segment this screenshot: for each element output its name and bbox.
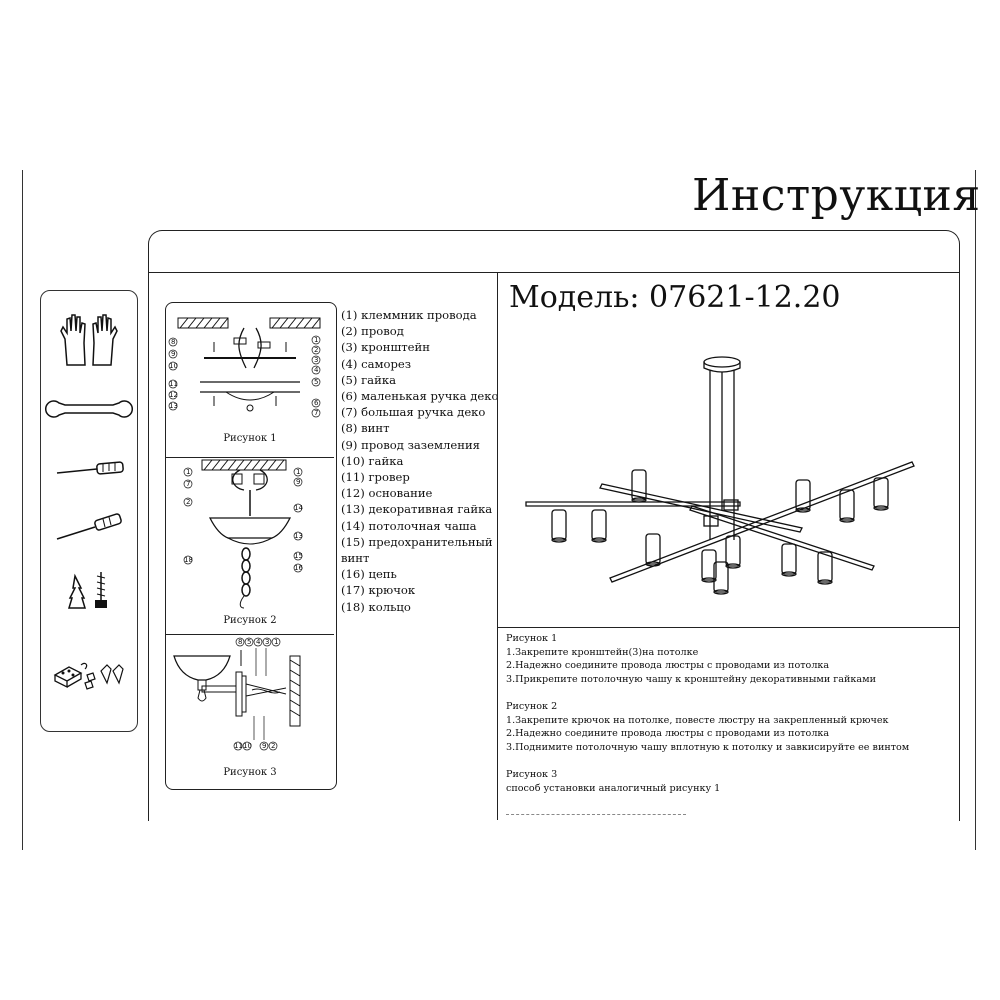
instruction-line: Рисунок 2: [506, 700, 558, 712]
column-divider: [497, 272, 498, 820]
instruction-line: [506, 686, 956, 700]
part-item: (3) кронштейн: [341, 340, 430, 355]
instructions-text: [506, 632, 956, 795]
instruction-line: 1.Закрепите крючок на потолке, повесте люстру на закрепленный крючек: [506, 714, 889, 726]
instruction-line: способ установки аналогичный рисунку 1: [506, 782, 721, 794]
figure-3-diagram: [166, 636, 334, 766]
instruction-line: 2.Надежно соедините провода люстры с проводами из потолка: [506, 660, 830, 672]
instruction-line: Рисунок 1: [506, 633, 558, 644]
instruction-line: 3.Прикрепите потолочную чашу к кронштейну декоративными гайками: [506, 673, 876, 685]
right-margin-rule: [975, 170, 976, 850]
part-item: (17) крючок: [341, 583, 416, 598]
svg-text:2: 2: [314, 346, 319, 354]
svg-text:1: 1: [314, 336, 319, 344]
model-number: Модель: 07621-12.20: [509, 280, 841, 315]
faded-text-remnant: [506, 814, 686, 815]
svg-text:1: 1: [296, 468, 301, 476]
instruction-line: Рисунок 3: [506, 768, 558, 780]
svg-text:4: 4: [314, 366, 319, 374]
svg-text:3: 3: [265, 638, 270, 646]
svg-text:6: 6: [314, 399, 319, 407]
frame-header-rule: [148, 272, 960, 273]
part-item: (9) провод заземления: [341, 437, 481, 452]
screwdriver-icon: [51, 451, 127, 511]
svg-text:14: 14: [294, 504, 303, 512]
part-item: (1) клеммник провода: [341, 308, 477, 322]
svg-text:2: 2: [186, 498, 191, 506]
screwdriver-slotted-icon: [51, 509, 127, 569]
svg-text:5: 5: [314, 378, 319, 386]
svg-text:7: 7: [314, 409, 319, 417]
svg-text:12: 12: [169, 391, 178, 399]
figure-1-diagram: [166, 312, 334, 432]
part-item: (11) гровер: [341, 470, 410, 485]
part-item: (5) гайка: [341, 372, 396, 387]
figure-2-diagram: [166, 458, 334, 614]
svg-text:7: 7: [186, 480, 191, 488]
part-item: (13) декоративная гайка: [341, 502, 493, 517]
section-divider: [497, 627, 959, 628]
svg-text:2: 2: [271, 742, 276, 750]
wall-anchor-icon: [51, 566, 127, 626]
left-margin-rule: [22, 170, 23, 850]
part-item: (7) большая ручка деко: [341, 405, 486, 420]
part-item: винт: [341, 551, 370, 566]
svg-text:11: 11: [234, 742, 243, 750]
part-item: (4) саморез: [341, 356, 412, 371]
page-title: Инструкция: [692, 170, 981, 221]
svg-text:9: 9: [171, 350, 176, 358]
instruction-line: 1.Закрепите кронштейн(3)на потолке: [506, 646, 699, 658]
part-item: (6) маленькая ручка деко: [341, 389, 499, 404]
part-item: (8) винт: [341, 421, 390, 436]
svg-text:11: 11: [169, 380, 178, 388]
instruction-line: 3.Поднимите потолочную чашу вплотную к потолку и завкисируйте ее винтом: [506, 741, 910, 753]
svg-text:15: 15: [294, 552, 303, 560]
part-item: (10) гайка: [341, 453, 404, 468]
svg-text:10: 10: [169, 362, 178, 370]
figure-2-caption: Рисунок 2: [223, 615, 277, 626]
gloves-icon: [51, 309, 127, 369]
part-item: (12) основание: [341, 486, 433, 501]
svg-text:4: 4: [256, 638, 261, 646]
svg-text:16: 16: [294, 564, 303, 572]
parts-list: [341, 307, 499, 615]
part-item: (16) цепь: [341, 567, 397, 582]
part-item: (15) предохранительный: [341, 534, 493, 549]
svg-text:9: 9: [262, 742, 267, 750]
chandelier-illustration: [500, 340, 956, 620]
svg-text:1: 1: [274, 638, 279, 646]
tools-panel: [40, 290, 138, 732]
svg-text:9: 9: [296, 478, 301, 486]
part-item: (14) потолочная чаша: [341, 518, 477, 533]
part-item: (18) кольцо: [341, 599, 411, 614]
svg-text:5: 5: [247, 638, 252, 646]
figure-divider: [166, 634, 334, 635]
svg-text:1: 1: [186, 468, 191, 476]
figure-1-caption: Рисунок 1: [223, 433, 277, 444]
svg-text:18: 18: [184, 556, 193, 564]
svg-text:13: 13: [294, 532, 303, 540]
instruction-line: [506, 754, 956, 768]
svg-text:13: 13: [169, 402, 178, 410]
instruction-line: 2.Надежно соедините провода люстры с проводами из потолка: [506, 728, 830, 740]
svg-text:3: 3: [314, 356, 319, 364]
terminal-block-icon: [51, 651, 127, 711]
svg-text:8: 8: [171, 338, 176, 346]
part-item: (2) провод: [341, 324, 404, 339]
wrench-icon: [51, 389, 127, 449]
svg-text:8: 8: [238, 638, 243, 646]
svg-text:10: 10: [243, 742, 252, 750]
figure-3-caption: Рисунок 3: [223, 767, 277, 778]
